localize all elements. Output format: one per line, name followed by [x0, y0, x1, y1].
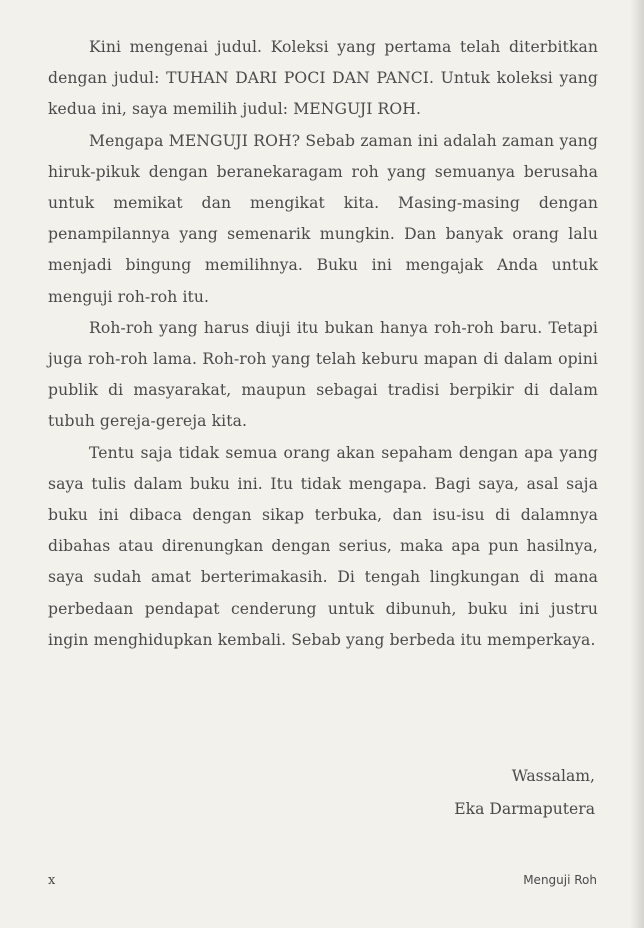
running-title: Menguji Roh	[523, 873, 597, 887]
author-name: Eka Darmaputera	[454, 800, 595, 818]
closing-signature	[454, 760, 595, 826]
page-edge-shadow	[630, 0, 644, 928]
paragraph-tentu-saja: Tentu saja tidak semua orang akan sepaham dengan apa yang saya tulis dalam buku ini. Itu tidak mengapa. Bagi saya, asal saja buku ini dibaca dengan sikap terbuka, dan isu-isu di dalamnya dibahas atau direnungkan dengan serius, maka apa pun hasilnya, saya sudah amat berterimakasih. Di tengah lingkungan di mana perbedaan pendapat cenderung untuk dibunuh, buku ini justru ingin menghidupkan kembali. Sebab yang berbeda itu memperkaya.	[48, 443, 598, 649]
page-number: x	[48, 873, 56, 888]
paragraph-mengapa: Mengapa MENGUJI ROH? Sebab zaman ini adalah zaman yang hiruk-pikuk dengan beranekaragam roh yang semuanya berusaha untuk memikat dan mengikat kita. Masing-masing dengan penampilannya yang semenarik mungkin. Dan banyak orang lalu menjadi bingung memilihnya. Buku ini mengajak Anda untuk menguji roh-roh itu.	[48, 131, 598, 306]
paragraph-roh-roh: Roh-roh yang harus diuji itu bukan hanya roh-roh baru. Tetapi juga roh-roh lama. Roh-roh yang telah keburu mapan di dalam opini publik di masyarakat, maupun sebagai tradisi berpikir di dalam tubuh gereja-gereja kita.	[48, 318, 598, 431]
body-text	[48, 32, 598, 656]
page-footer	[48, 873, 597, 888]
salutation: Wassalam,	[511, 767, 595, 785]
paragraph-judul: Kini mengenai judul. Koleksi yang pertama telah diterbitkan dengan judul: TUHAN DARI POCI DAN PANCI. Untuk koleksi yang kedua ini, saya memilih judul: MENGUJI ROH.	[48, 38, 598, 119]
